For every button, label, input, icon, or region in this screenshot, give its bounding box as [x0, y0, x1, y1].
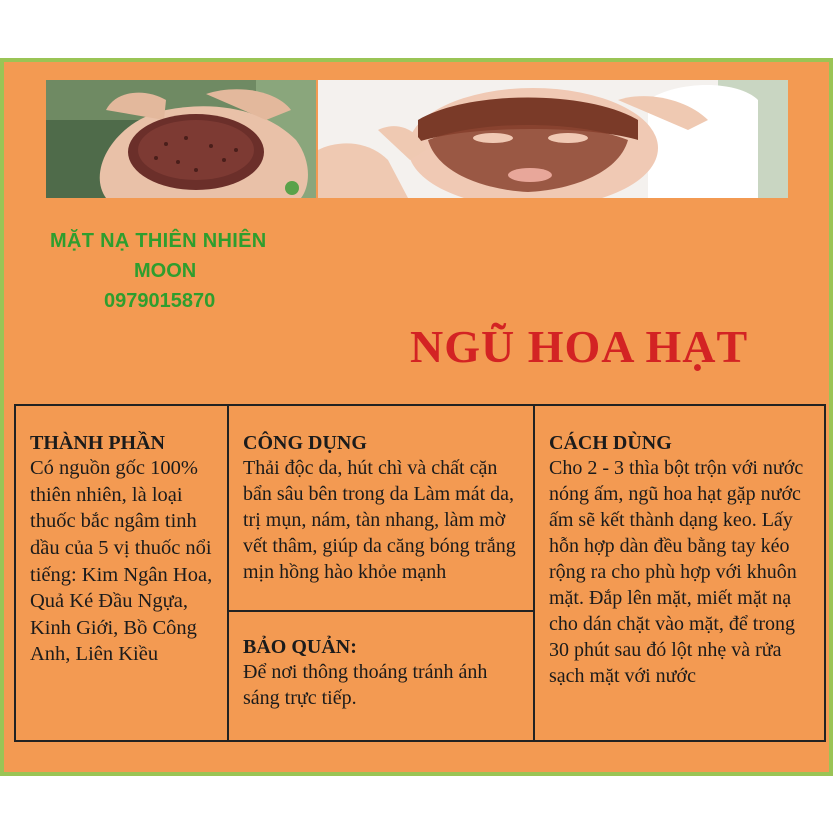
storage-cell [229, 612, 533, 711]
photo-strip [46, 80, 788, 198]
storage-heading: BẢO QUẢN: [243, 636, 357, 658]
ingredients-column [16, 406, 229, 740]
uses-text: Thải độc da, hút chì và chất cặn bẩn sâu bên trong da Làm mát da, trị mụn, nám, tàn nhang, làm mờ vết thâm, giúp da căng bóng trắng mịn hồng hào khỏe mạnh [243, 457, 516, 583]
ingredients-text: Có nguồn gốc 100% thiên nhiên, là loại thuốc bắc ngâm tinh dầu của 5 vị thuốc nổi tiếng: Kim Ngân Hoa, Quả Ké Đầu Ngựa, Kinh Giới, Bồ Công Anh, Liên Kiều [30, 457, 213, 666]
product-label-card [0, 58, 833, 776]
brand-phone: 0979015870 [104, 290, 216, 312]
info-table [14, 404, 826, 742]
uses-cell [229, 406, 533, 612]
uses-storage-column [229, 406, 535, 740]
brand-title: MẶT NẠ THIÊN NHIÊN [50, 230, 267, 252]
uses-heading: CÔNG DỤNG [243, 432, 367, 454]
directions-heading: CÁCH DÙNG [549, 432, 672, 454]
directions-text: Cho 2 - 3 thìa bột trộn với nước nóng ấm, ngũ hoa hạt gặp nước ấm sẽ kết thành dạng keo. Lấy hỗn hợp dàn đều bằng tay kéo rộng ra cho phù hợp với khuôn mặt. Đắp lên mặt, miết mặt nạ cho dán chặt vào mặt, để trong 30 phút sau đó lột nhẹ và rửa sạch mặt với nước [549, 457, 804, 687]
face-mask-photo [318, 80, 788, 198]
seeds-in-hand-photo [46, 80, 316, 198]
storage-text: Để nơi thông thoáng tránh ánh sáng trực tiếp. [243, 661, 488, 709]
ingredients-heading: THÀNH PHẦN [30, 432, 165, 454]
brand-block [50, 226, 267, 316]
product-name: NGŨ HOA HẠT [410, 321, 749, 372]
directions-column [535, 406, 824, 740]
brand-name: MOON [134, 260, 197, 282]
